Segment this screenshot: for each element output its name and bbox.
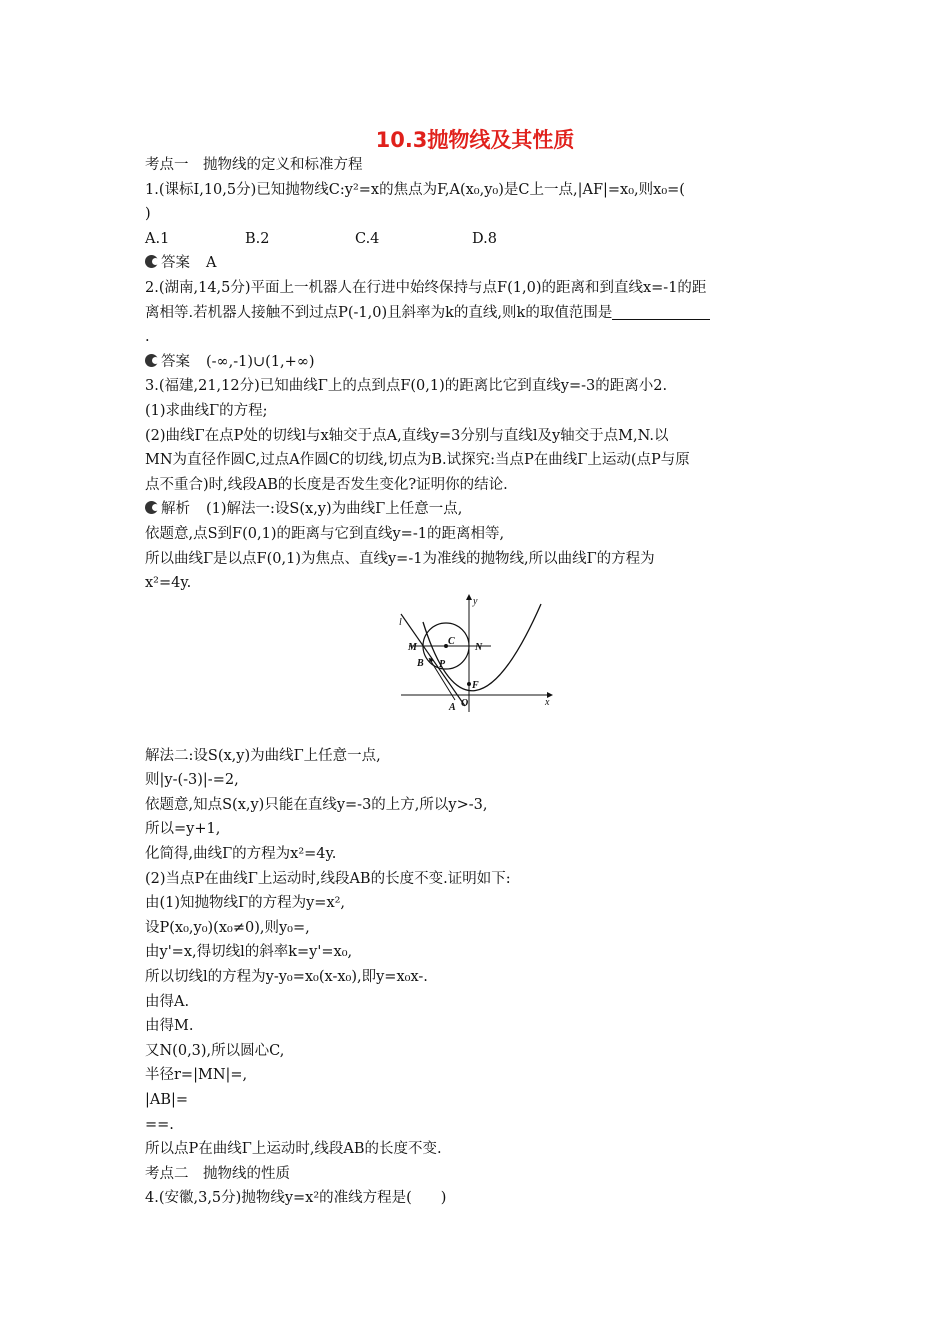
section-heading-1: 考点一 抛物线的定义和标准方程	[145, 157, 363, 173]
label-x: x	[545, 697, 550, 708]
y-axis-arrow-icon	[466, 594, 472, 600]
solution-text: (1)解法一:设S(x,y)为曲线Γ上任意一点,	[206, 501, 463, 518]
parabola-figure	[395, 592, 560, 714]
label-n: N	[475, 642, 483, 653]
point-f	[467, 682, 471, 686]
q3-text-line4: MN为直径作圆C,过点A作圆C的切线,切点为B.试探究:当点P在曲线Γ上运动(点P与原	[145, 452, 690, 469]
solution-line: 半径r=|MN|=,	[145, 1067, 248, 1084]
q1-text-line2: )	[145, 206, 151, 223]
solution-line: |AB|=	[145, 1092, 189, 1108]
label-y: y	[473, 596, 478, 607]
q2-text-line1: 2.(湖南,14,5分)平面上一机器人在行进中始终保持与点F(1,0)的距离和到直线x=-1的距	[145, 279, 707, 296]
solution-label: 解析	[161, 501, 190, 518]
solution-line: 由得M.	[145, 1018, 194, 1035]
tangent-line-l	[401, 614, 465, 706]
label-b: B	[417, 658, 424, 669]
q1-option-d: D.8	[472, 230, 497, 247]
label-f: F	[472, 680, 479, 691]
solution-line: 所以点P在曲线Γ上运动时,线段AB的长度不变.	[145, 1141, 442, 1158]
q3-text-line5: 点不重合)时,线段AB的长度是否发生变化?证明你的结论.	[145, 476, 508, 493]
label-l: l	[399, 617, 402, 628]
q3-solution-line2: 依题意,点S到F(0,1)的距离与它到直线y=-1的距离相等,	[145, 525, 505, 542]
answer-value: A	[206, 255, 217, 272]
solution-line: 则|y-(-3)|-=2,	[145, 772, 239, 789]
q3-solution-line1	[145, 497, 805, 522]
solution-line: 依题意,知点S(x,y)只能在直线y=-3的上方,所以y>-3,	[145, 796, 488, 813]
solution-continued	[145, 744, 805, 1211]
q1-text-line1: 1.(课标Ⅰ,10,5分)已知抛物线C:y²=x的焦点为F,A(x₀,y₀)是C上一点,|AF|=x₀,则x₀=(	[145, 181, 685, 198]
label-p: P	[439, 659, 446, 670]
label-a: A	[449, 702, 456, 713]
q3-text-line3: (2)曲线Γ在点P处的切线l与x轴交于点A,直线y=3分别与直线l及y轴交于点M,N.以	[145, 427, 669, 444]
label-c: C	[448, 636, 455, 647]
solution-line: (2)当点P在曲线Γ上运动时,线段AB的长度不变.证明如下:	[145, 870, 511, 887]
solution-line: 考点二 抛物线的性质	[145, 1165, 290, 1182]
q1-option-c: C.4	[355, 230, 380, 247]
q3-text-line2: (1)求曲线Γ的方程;	[145, 402, 268, 419]
solution-line: 又N(0,3),所以圆心C,	[145, 1042, 285, 1059]
solution-line: 4.(安徽,3,5分)抛物线y=x²的准线方程是( )	[145, 1190, 447, 1207]
answer-marker-icon	[145, 255, 158, 268]
point-p	[429, 658, 433, 662]
label-m: M	[408, 642, 417, 653]
solution-line: 由y'=x,得切线l的斜率k=y'=x₀,	[145, 944, 353, 961]
solution-line: ==.	[145, 1116, 174, 1133]
solution-line: 由得A.	[145, 993, 190, 1010]
q2-text: 离相等.若机器人接触不到过点P(-1,0)且斜率为k的直线,则k的取值范围是	[145, 304, 613, 321]
q1-options	[145, 227, 805, 252]
q2-text-line3: .	[145, 329, 150, 346]
solution-marker-icon	[145, 501, 158, 514]
solution-line: 化简得,曲线Γ的方程为x²=4y.	[145, 846, 337, 863]
q2-answer	[145, 350, 805, 375]
q3-text-line1: 3.(福建,21,12分)已知曲线Γ上的点到点F(0,1)的距离比它到直线y=-3的距离小2.	[145, 378, 668, 395]
solution-line: 所以=y+1,	[145, 821, 221, 838]
page-title: 10.3抛物线及其性质	[375, 128, 575, 152]
q1-option-a: A.1	[145, 230, 170, 247]
solution-line: 由(1)知抛物线Γ的方程为y=x²,	[145, 895, 346, 912]
answer-marker-icon	[145, 354, 158, 367]
q1-option-b: B.2	[245, 230, 270, 247]
solution-line: 设P(x₀,y₀)(x₀≠0),则y₀=,	[145, 919, 310, 936]
answer-label: 答案	[161, 255, 190, 272]
label-o: O	[461, 698, 469, 709]
answer-label: 答案	[161, 353, 190, 370]
q1-answer	[145, 251, 805, 276]
q3-solution-line3: 所以曲线Γ是以点F(0,1)为焦点、直线y=-1为准线的抛物线,所以曲线Γ的方程为	[145, 550, 655, 567]
answer-value: (-∞,-1)∪(1,+∞)	[206, 353, 315, 370]
solution-line: 解法二:设S(x,y)为曲线Γ上任意一点,	[145, 747, 381, 764]
solution-line: 所以切线l的方程为y-y₀=x₀(x-x₀),即y=x₀x-.	[145, 969, 428, 986]
q2-text-line2	[145, 301, 805, 326]
q3-solution-line4: x²=4y.	[145, 575, 192, 592]
answer-blank	[612, 304, 710, 320]
